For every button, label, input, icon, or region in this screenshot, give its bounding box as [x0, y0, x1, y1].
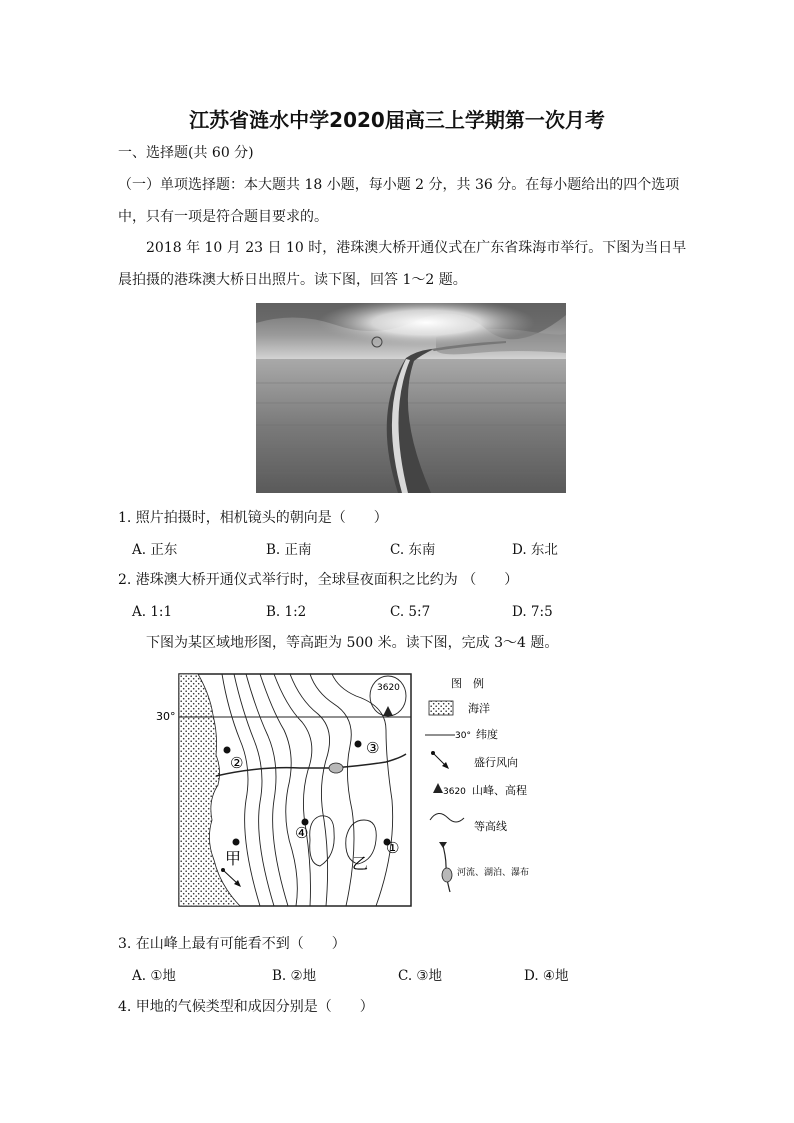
section-heading: 一、选择题(共 60 分) [118, 145, 254, 161]
q3-option-a[interactable]: A. ①地 [132, 968, 176, 984]
q2-option-c[interactable]: C. 5:7 [390, 604, 431, 620]
latitude-label: 30° [156, 710, 176, 723]
peak-elevation-label: 3620 [377, 683, 400, 693]
place-yi-label: 乙 [352, 854, 369, 873]
site-2-label: ② [230, 754, 244, 772]
question-4-stem: 4. 甲地的气候类型和成因分别是（ ） [118, 999, 374, 1015]
page-title: 江苏省涟水中学2020届高三上学期第一次月考 [189, 108, 605, 132]
legend-latitude-value: 30° [455, 731, 471, 741]
legend-ocean-swatch [429, 701, 453, 715]
context1-line2: 晨拍摄的港珠澳大桥日出照片。读下图，回答 1～2 题。 [118, 272, 467, 288]
q2-option-d[interactable]: D. 7:5 [512, 604, 553, 620]
legend-contour-icon [430, 813, 464, 822]
legend-latitude-label: 纬度 [476, 728, 498, 741]
q3-option-d[interactable]: D. ④地 [524, 968, 569, 984]
map-legend [425, 676, 529, 892]
legend-river-label: 河流、湖泊、瀑布 [457, 868, 530, 878]
place-jia-dot [233, 839, 240, 846]
q2-option-a[interactable]: A. 1:1 [132, 604, 173, 620]
place-jia-label: 甲 [225, 849, 242, 868]
legend-peak-value: 3620 [443, 787, 466, 797]
site-2-dot [224, 747, 231, 754]
site-4-label: ④ [295, 824, 309, 842]
legend-peak-label: 山峰、高程 [472, 784, 527, 797]
q1-option-d[interactable]: D. 东北 [512, 542, 558, 558]
q3-option-c[interactable]: C. ③地 [398, 968, 443, 984]
section-instruction-line2: 中，只有一项是符合题目要求的。 [118, 209, 328, 225]
legend-title: 图 例 [451, 677, 484, 690]
question-3-stem: 3. 在山峰上最有可能看不到（ ） [118, 936, 346, 952]
q1-option-b[interactable]: B. 正南 [266, 542, 312, 558]
q2-option-b[interactable]: B. 1:2 [266, 604, 307, 620]
legend-wind-arrow-icon [431, 751, 449, 769]
question-1-stem: 1. 照片拍摄时，相机镜头的朝向是（ ） [118, 510, 388, 526]
legend-contour-label: 等高线 [474, 820, 507, 833]
bridge-sunrise-photo [256, 303, 566, 493]
topographic-map-figure [150, 670, 570, 910]
legend-ocean-label: 海洋 [468, 702, 490, 715]
context2-line1: 下图为某区域地形图，等高距为 500 米。读下图，完成 3～4 题。 [146, 635, 559, 651]
q1-option-c[interactable]: C. 东南 [390, 542, 436, 558]
context1-line1: 2018 年 10 月 23 日 10 时，港珠澳大桥开通仪式在广东省珠海市举行。下图为当日早 [146, 240, 687, 256]
legend-peak-icon [433, 783, 443, 793]
legend-wind-label: 盛行风向 [474, 756, 518, 769]
site-1-label: ① [386, 839, 400, 857]
lake [329, 763, 343, 773]
site-3-dot [355, 741, 362, 748]
legend-river-icon [439, 842, 452, 892]
section-instruction-line1: （一）单项选择题：本大题共 18 小题，每小题 2 分，共 36 分。在每小题给出的四个选项 [118, 177, 680, 193]
site-3-label: ③ [366, 739, 380, 757]
question-2-stem: 2. 港珠澳大桥开通仪式举行时，全球昼夜面积之比约为 （ ） [118, 572, 519, 588]
q3-option-b[interactable]: B. ②地 [272, 968, 317, 984]
q1-option-a[interactable]: A. 正东 [132, 542, 178, 558]
